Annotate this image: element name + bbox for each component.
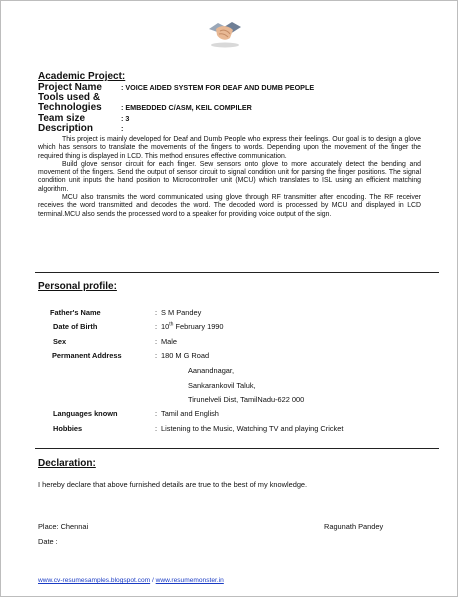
dob-value (161, 322, 224, 331)
footer-link-resumemonster[interactable]: www.resumemonster.in (155, 577, 224, 584)
tools-label-line1: Tools used & (38, 92, 101, 103)
hobbies-value: Listening to the Music, Watching TV and playing Cricket (161, 424, 344, 433)
declaration-heading: Declaration: (38, 458, 96, 469)
team-size-label: Team size (38, 113, 86, 124)
address-line: 180 M G Road (161, 351, 210, 360)
project-name-label: Project Name (38, 82, 102, 93)
address-line: Aanandnagar, (188, 366, 235, 375)
dob-suffix: th (169, 321, 174, 328)
colon: : (155, 322, 158, 331)
footer-separator: / (150, 577, 156, 584)
signature-name: Ragunath Pandey (324, 522, 384, 531)
languages-value: Tamil and English (161, 409, 219, 418)
academic-project-heading: Academic Project: (38, 71, 126, 82)
description-label: Description (38, 123, 94, 134)
languages-label: Languages known (53, 409, 118, 418)
fathers-name-value: S M Pandey (161, 308, 202, 317)
colon: : (155, 351, 158, 360)
tools-label-line2: Technologies (38, 102, 102, 113)
description-paragraph: MCU also transmits the word communicated using glove through RF transmitter after encoding. The RF receiver receives the word transmitted and decodes the word. The decoded word is processed by MCU and displayed in LCD terminal.MCU also sends the processed word to a speaker for providing voice output of the sign. (38, 194, 421, 218)
tools-value: : EMBEDDED C/ASM, KEIL COMPILER (121, 103, 252, 112)
address-label: Permanent Address (52, 351, 122, 360)
place-text: Place: Chennai (38, 522, 89, 531)
declaration-text: I hereby declare that above furnished details are true to the best of my knowledge. (38, 480, 308, 489)
hobbies-label: Hobbies (53, 424, 83, 433)
colon: : (155, 337, 158, 346)
colon: : (155, 409, 158, 418)
section-divider (35, 448, 439, 449)
colon: : (155, 308, 158, 317)
sex-value: Male (161, 337, 178, 346)
handshake-icon (206, 15, 244, 49)
dob-day: 10 (161, 322, 170, 331)
description-paragraph: Build glove sensor circuit for each finger. Sew sensors onto glove to more accurately detect the bending and movement of the fingers. Send the output of sensor circuit to signal condition unit for parsing the finger positions. The signal condition unit inputs the hand position to Microcontroller unit (MCU) which translates to ISL using an efficient matching algorithm. (38, 160, 421, 193)
dob-label: Date of Birth (53, 322, 98, 331)
dob-month-year: February 1990 (173, 322, 224, 331)
colon: : (155, 424, 158, 433)
address-line: Tirunelveli Dist, TamilNadu-622 000 (188, 395, 305, 404)
sex-label: Sex (53, 337, 67, 346)
address-line: Sankarankovil Taluk, (188, 381, 256, 390)
project-description (38, 136, 421, 219)
footer-links (38, 577, 224, 584)
personal-profile-heading: Personal profile: (38, 281, 117, 292)
footer-link-cv-resumesamples[interactable]: www.cv-resumesamples.blogspot.com (38, 577, 151, 584)
fathers-name-label: Father's Name (50, 308, 101, 317)
section-divider (35, 272, 439, 273)
description-colon: : (121, 124, 124, 133)
date-text: Date : (38, 537, 58, 546)
description-paragraph: This project is mainly developed for Deaf and Dumb People who express their feelings. Our goal is to design a glove which has sensors to translate the movements of the fingers to words. Depending upon the movement of the finger the required thing is displayed in LCD. This method ensures effective communication. (38, 136, 421, 160)
project-name-value: : VOICE AIDED SYSTEM FOR DEAF AND DUMB PEOPLE (121, 83, 315, 92)
team-size-value: : 3 (121, 114, 130, 123)
